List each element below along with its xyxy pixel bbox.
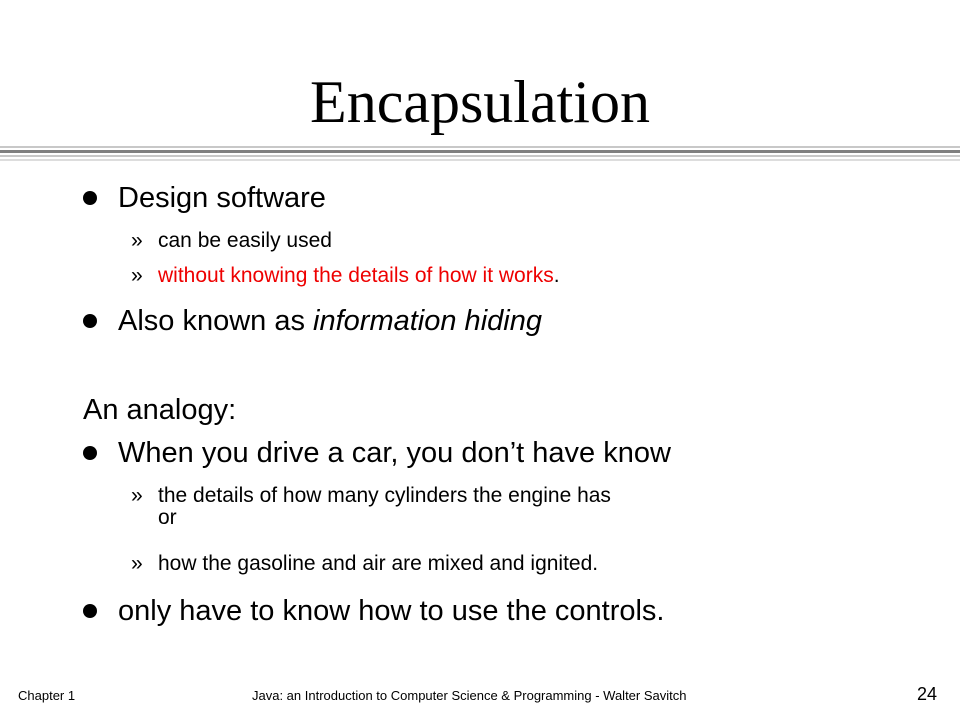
subitem-text: can be easily used (158, 229, 332, 252)
bullet-text: When you drive a car, you don’t have know (118, 437, 671, 469)
bullet-icon (83, 191, 97, 205)
emphasis-text: without knowing the details of how it works (158, 264, 554, 287)
bullet-icon (83, 446, 97, 460)
subitem-text-emphasis (158, 264, 560, 288)
subitem-text-continued: or (158, 506, 177, 529)
bullet-text-emphasis: information hiding (313, 305, 542, 337)
bullet-icon (83, 604, 97, 618)
footer-chapter: Chapter 1 (18, 688, 76, 703)
page-number: 24 (917, 684, 938, 704)
bullet-icon (83, 314, 97, 328)
section-heading: An analogy: (83, 394, 237, 426)
bullet-text: only have to know how to use the controls. (118, 595, 665, 627)
subitem-text: the details of how many cylinders the engine has (158, 484, 611, 507)
footer-course: Java: an Introduction to Computer Science & Programming - Walter Savitch (252, 688, 687, 703)
bullet-text: Design software (118, 182, 326, 214)
sub-marker-icon: » (131, 264, 143, 287)
subitem-suffix: . (553, 264, 560, 287)
subitem-text: how the gasoline and air are mixed and ignited. (158, 552, 599, 575)
slide-title: Encapsulation (310, 69, 650, 135)
sub-marker-icon: » (131, 229, 143, 252)
sub-marker-icon: » (131, 552, 143, 575)
bullet-text-prefix: Also known as (118, 305, 314, 337)
sub-marker-icon: » (131, 484, 143, 507)
bullet-text (118, 304, 542, 338)
